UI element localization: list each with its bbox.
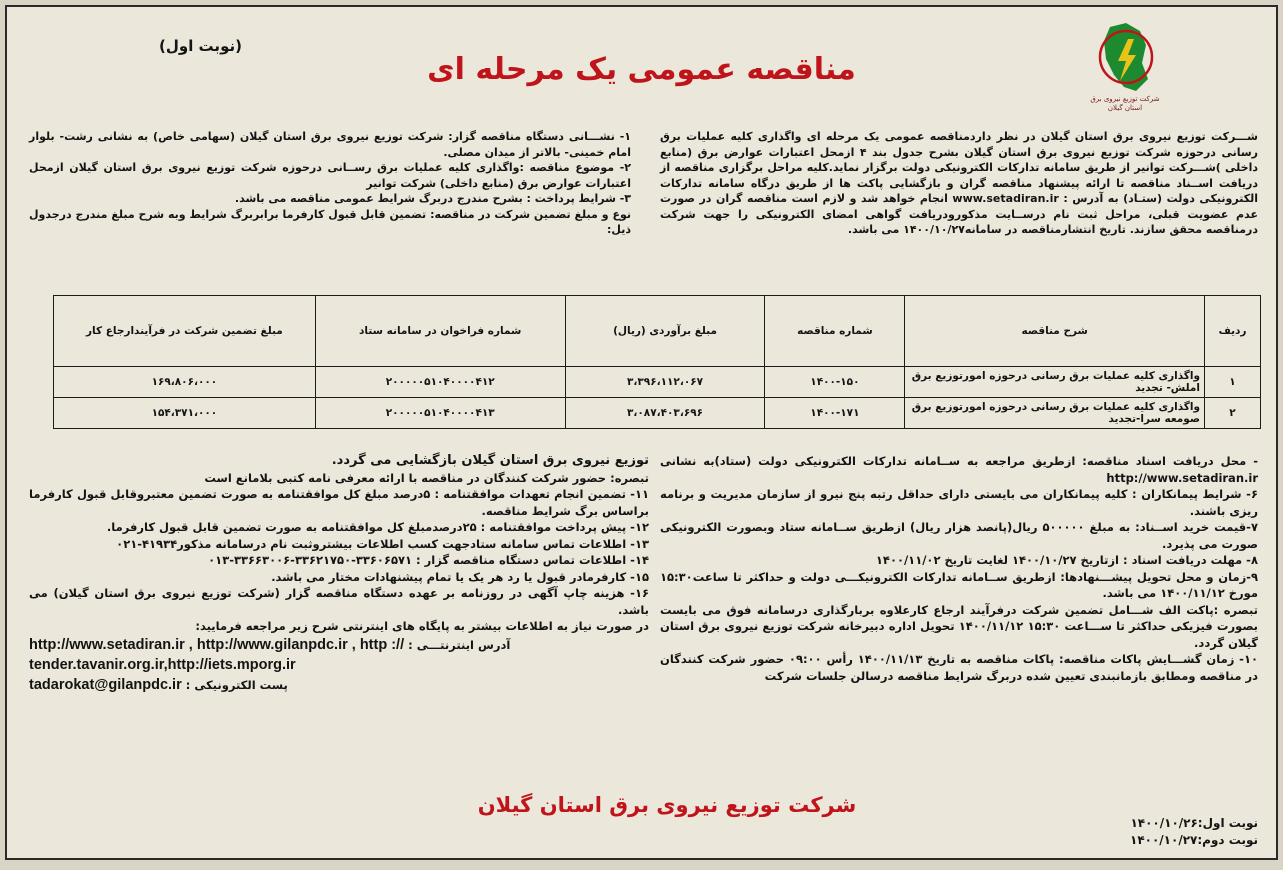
header-description: شرح مناقصه <box>905 296 1205 367</box>
tender-advertisement <box>5 5 1278 860</box>
email-row <box>29 675 649 695</box>
item-8: ۸- مهلت دریافت اسناد : ازتاریخ ۱۴۰۰/۱۰/۲۷ لغایت تاریخ ۱۴۰۰/۱۱/۰۲ <box>875 553 1258 567</box>
cell-row-number: ۱ <box>1205 367 1261 398</box>
website-links-2[interactable]: tender.tavanir.org.ir,http://iets.mporg.ir <box>29 656 296 673</box>
website-row-2 <box>29 655 649 675</box>
page-title: مناقصه عمومی یک مرحله ای <box>427 52 856 87</box>
item-12: ۱۲- پیش پرداخت موافقتنامه : ۲۵درصدمبلغ کل موافقتنامه به صورت تضمین قابل قبول کارفرما. <box>106 520 649 534</box>
website-row <box>29 635 649 655</box>
top-items <box>29 129 631 238</box>
cell-call-number: ۲۰۰۰۰۰۵۱۰۴۰۰۰۰۴۱۳ <box>315 398 565 429</box>
website-label: آدرس اینترنتـــی : <box>408 637 511 652</box>
left-bottom-items <box>29 453 649 695</box>
publication-dates <box>1130 815 1258 849</box>
table-header-row <box>54 296 1261 367</box>
cell-estimated-amount: ۳،۰۸۷،۴۰۳،۶۹۶ <box>565 398 765 429</box>
first-publication-date: نوبت اول:۱۴۰۰/۱۰/۲۶ <box>1130 816 1258 830</box>
item-16: ۱۶- هزینه چاپ آگهی در روزنامه بر عهده دستگاه مناقصه گزار (شرکت توزیع نیروی برق استان گیلان) می باشد. <box>29 586 649 617</box>
header-estimated-amount: مبلغ برآوردی (ریال) <box>565 296 765 367</box>
intro-text: شـــرکت توزیع نیروی برق استان گیلان در نظر داردمناقصه عمومی یک مرحله ای واگذاری کلیه عملیات برق رسانی درحوزه شرکت توزیع نیروی برق استان گیلان بشرح جدول بند ۴ ازمحل اعتبارات عوارض برق (منابع داخلی )شـــرکت توانیر از طریق سامانه تدارکات الکترونیکی دولت برگزار نماید.کلیه مراحل برگزاری مناقصه از دریافت اســناد مناقصه تا ارائه پیشنهاد مناقصه گران و بازگشایی پاکت ها از طریق درگاه سامانه تدارکات الکترونیکی دولت (ستـاد) به آدرس : www.setadiran.ir انجام خواهد شد و لازم است مناقصه گران در صورت عدم عضویت قبلی، مراحل ثبت نام درســایت مذکورودریافت گواهی امضای الکترونیکی را جهت شرکت درمناقصه محقق سازند. تاریخ انتشارمناقصه در سامانه۱۴۰۰/۱۰/۲۷ می باشد. <box>660 130 1259 236</box>
item-10: ۱۰- زمان گشـــایش پاکات مناقصه: پاکات مناقصه به تاریخ ۱۴۰۰/۱۱/۱۳ رأس ۰۹:۰۰ حضور شرکت کنندگان در مناقصه ومطابق بازمانبندی تعیین شده دربرگ شرایط مناقصه درسالن جلسات شرکت <box>660 652 1258 683</box>
publication-turn: (نوبت اول) <box>159 37 242 55</box>
right-bottom-items <box>660 453 1258 684</box>
cell-guarantee-amount: ۱۶۹،۸۰۶،۰۰۰ <box>54 367 316 398</box>
cell-estimated-amount: ۳،۳۹۶،۱۱۲،۰۶۷ <box>565 367 765 398</box>
table-row <box>54 398 1261 429</box>
email-link[interactable]: tadarokat@gilanpdc.ir <box>29 676 182 693</box>
item-14: ۱۴- اطلاعات تماس دستگاه مناقصه گزار : ۳۳۶۰۶۵۷۱-۳۳۶۲۱۷۵۰-۳۳۶۶۳۰۰۶-۰۱۳ <box>208 553 649 567</box>
item-10-continued: توزیع نیروی برق استان گیلان بازگشایی می گردد. <box>331 453 649 468</box>
company-name-footer: شرکت توزیع نیروی برق استان گیلان <box>477 793 857 817</box>
cell-tender-number: ۱۴۰۰-۱۷۱ <box>765 398 905 429</box>
header-row-number: ردیف <box>1205 296 1261 367</box>
header-tender-number: شماره مناقصه <box>765 296 905 367</box>
item-5: - محل دریافت اسناد مناقصه: ازطریق مراجعه به ســامانه تدارکات الکترونیکی دولت (ستاد)به نشانی http://www.setadiran.ir <box>660 454 1258 485</box>
note-attendance: تبصره: حضور شرکت کنندگان در مناقصه با ارائه معرفی نامه کتبی بلامانع است <box>204 470 649 485</box>
cell-description: واگذاری کلیه عملیات برق رسانی درحوزه امورتوزیع برق املش- تجدید <box>905 367 1205 398</box>
more-info-text: در صورت نیاز به اطلاعات بیشتر به پایگاه های اینترنتی شرح زیر مراجعه فرمایید: <box>195 619 649 633</box>
website-links-1[interactable]: http://www.setadiran.ir , http://www.gilanpdc.ir , http :// <box>29 636 405 653</box>
intro-paragraph <box>660 129 1258 238</box>
item-6: ۶- شرایط پیمانکاران : کلیه پیمانکاران می بایستی دارای حداقل رتبه پنج نیرو از سازمان مدیریت و برنامه ریزی باشند. <box>660 487 1258 518</box>
table-row <box>54 367 1261 398</box>
header-guarantee-amount: مبلغ تضمین شرکت در فرآیندارجاع کار <box>54 296 316 367</box>
tender-table <box>53 295 1261 429</box>
item-2: ۲- موضوع مناقصه :واگذاری کلیه عملیات برق رســانی درحوزه شرکت توزیع نیروی برق استان گیلان ازمحل اعتبارات عوارض برق (منابع داخلی) شرکت توانیر <box>29 161 631 190</box>
item-7: ۷-قیمت خرید اســناد: به مبلغ ۵۰۰۰۰۰ ریال(پانصد هزار ریال) ازطریق ســامانه ستاد وبصورت الکترونیکی صورت می پذیرد. <box>660 520 1258 551</box>
cell-tender-number: ۱۴۰۰-۱۵۰ <box>765 367 905 398</box>
cell-description: واگذاری کلیه عملیات برق رسانی درحوزه امورتوزیع برق صومعه سرا-تجدید <box>905 398 1205 429</box>
item-11: ۱۱- تضمین انجام تعهدات موافقتنامه : ۵درصد مبلغ کل موافقتنامه به صورت تضمین معتبروقابل قبول کارفرما براساس برگ شرایط مناقصه. <box>29 487 649 518</box>
cell-call-number: ۲۰۰۰۰۰۵۱۰۴۰۰۰۰۴۱۲ <box>315 367 565 398</box>
second-publication-date: نوبت دوم:۱۴۰۰/۱۰/۲۷ <box>1130 833 1258 847</box>
cell-guarantee-amount: ۱۵۴،۳۷۱،۰۰۰ <box>54 398 316 429</box>
note-envelope: تبصره :پاکت الف شـــامل تضمین شرکت درفرآیند ارجاع کارعلاوه بربارگذاری درسامانه فوق می بایست بصورت فیزیکی حداکثر تا ســـاعت ۱۵:۳۰ ۱۴۰۰/۱۱/۱۲ تحویل اداره دبیرخانه شرکت توزیع نیروی برق استان گیلان گردد. <box>660 602 1258 650</box>
item-9: ۹-زمان و محل تحویل پیشـــنهادها: ازطریق ســامانه تدارکات الکترونیکـــی دولت و حداکثر تا ساعت۱۵:۳۰ مورخ ۱۴۰۰/۱۱/۱۲ می باشد. <box>660 569 1258 600</box>
cell-row-number: ۲ <box>1205 398 1261 429</box>
logo-caption: شرکت توزیع نیروی برق استان گیلان <box>1090 95 1160 112</box>
item-15: ۱۵- کارفرمادر قبول یا رد هر یک یا تمام پیشنهادات مختار می باشد. <box>271 569 649 584</box>
header-call-number: شماره فراخوان در سامانه ستاد <box>315 296 565 367</box>
item-1: ۱- نشـــانی دستگاه مناقصه گزار: شرکت توزیع نیروی برق استان گیلان (سهامی خاص) به نشانی رشت- بلوار امام خمینی- بالاتر از میدان مصلی. <box>29 130 631 159</box>
item-4: نوع و مبلغ تضمین شرکت در مناقصه: تضمین قابل قبول کارفرما برابربرگ شرایط وبه شرح مبلغ مندرج درجدول ذیل: <box>29 207 631 236</box>
item-13: ۱۳- اطلاعات تماس سامانه ستادجهت کسب اطلاعات بیشتروثبت نام درسامانه مذکور۴۱۹۳۴-۰۲۱ <box>116 536 649 551</box>
item-3: ۳- شرایط پرداخت : بشرح مندرج دربرگ شرایط عمومی مناقصه می باشد. <box>234 192 631 205</box>
email-label: پست الکترونیکی : <box>185 677 288 692</box>
